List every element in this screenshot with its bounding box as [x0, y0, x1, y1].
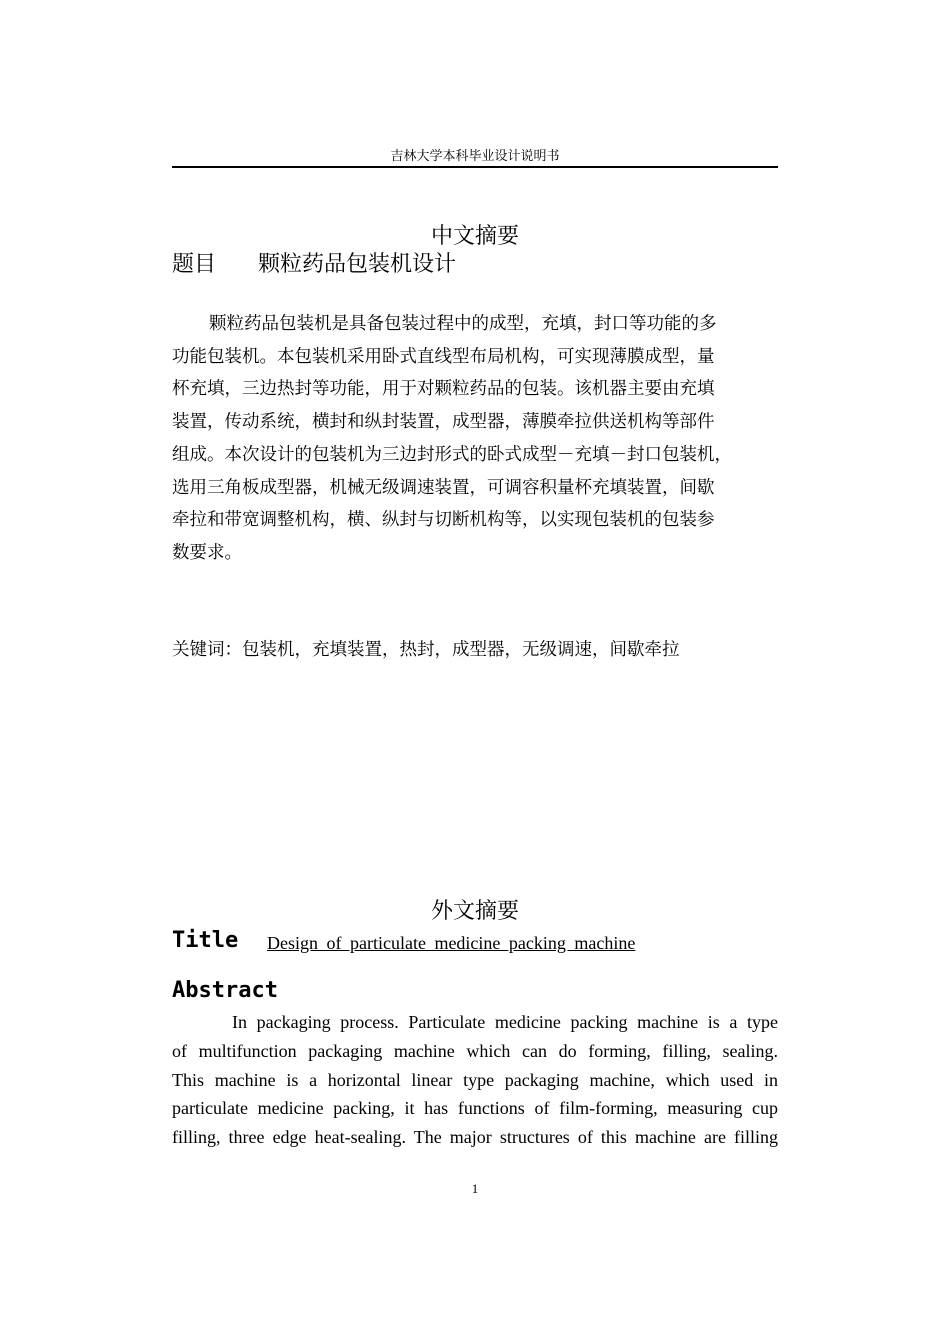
- running-header: 吉林大学本科毕业设计说明书: [390, 149, 560, 164]
- header-rule: [172, 166, 778, 168]
- chinese-body-line: 功能包装机。本包装机采用卧式直线型布局机构，可实现薄膜成型，量: [172, 346, 715, 367]
- chinese-title-row: [172, 250, 456, 280]
- chinese-body-line: 数要求。: [172, 542, 242, 563]
- chinese-abstract-body: [172, 308, 786, 570]
- abstract-label: Abstract: [172, 978, 278, 1003]
- english-body-line: filling, three edge heat-sealing. The major structures of this machine are filling: [172, 1127, 778, 1148]
- chinese-abstract-heading: 中文摘要: [430, 224, 519, 249]
- keywords-line: [172, 635, 680, 665]
- chinese-title-label: 题目: [172, 252, 217, 277]
- page-number: 1: [471, 1181, 479, 1196]
- chinese-body-line: 颗粒药品包装机是具备包装过程中的成型，充填，封口等功能的多: [209, 314, 717, 334]
- english-body-line: of multifunction packaging machine which can do forming, filling, sealing.: [172, 1040, 778, 1061]
- english-title: Design of particulate medicine packing machine: [267, 933, 636, 953]
- chinese-body-line: 牵拉和带宽调整机构，横、纵封与切断机构等，以实现包装机的包装参: [172, 510, 715, 531]
- chinese-title: 颗粒药品包装机设计: [258, 252, 457, 277]
- chinese-body-line: 组成。本次设计的包装机为三边封形式的卧式成型－充填－封口包装机，: [172, 444, 732, 465]
- english-body-line: In packaging process. Particulate medicine packing machine is a type: [232, 1012, 778, 1032]
- english-title-label: Title: [172, 928, 239, 953]
- english-abstract-body: [172, 1008, 778, 1152]
- keywords-list: 包装机，充填装置，热封，成型器，无级调速，间歇牵拉: [242, 640, 680, 660]
- chinese-body-line: 杯充填，三边热封等功能，用于对颗粒药品的包装。该机器主要由充填: [172, 379, 715, 400]
- english-body-line: This machine is a horizontal linear type packaging machine, which used in: [172, 1069, 778, 1090]
- chinese-body-line: 装置，传动系统，横封和纵封装置，成型器，薄膜牵拉供送机构等部件: [172, 412, 715, 433]
- english-abstract-heading: 外文摘要: [430, 899, 519, 924]
- chinese-body-line: 选用三角板成型器，机械无级调速装置，可调容积量杯充填装置，间歇: [172, 477, 715, 498]
- keywords-label: 关键词：: [172, 640, 242, 660]
- english-body-line: particulate medicine packing, it has functions of film-forming, measuring cup: [172, 1098, 778, 1119]
